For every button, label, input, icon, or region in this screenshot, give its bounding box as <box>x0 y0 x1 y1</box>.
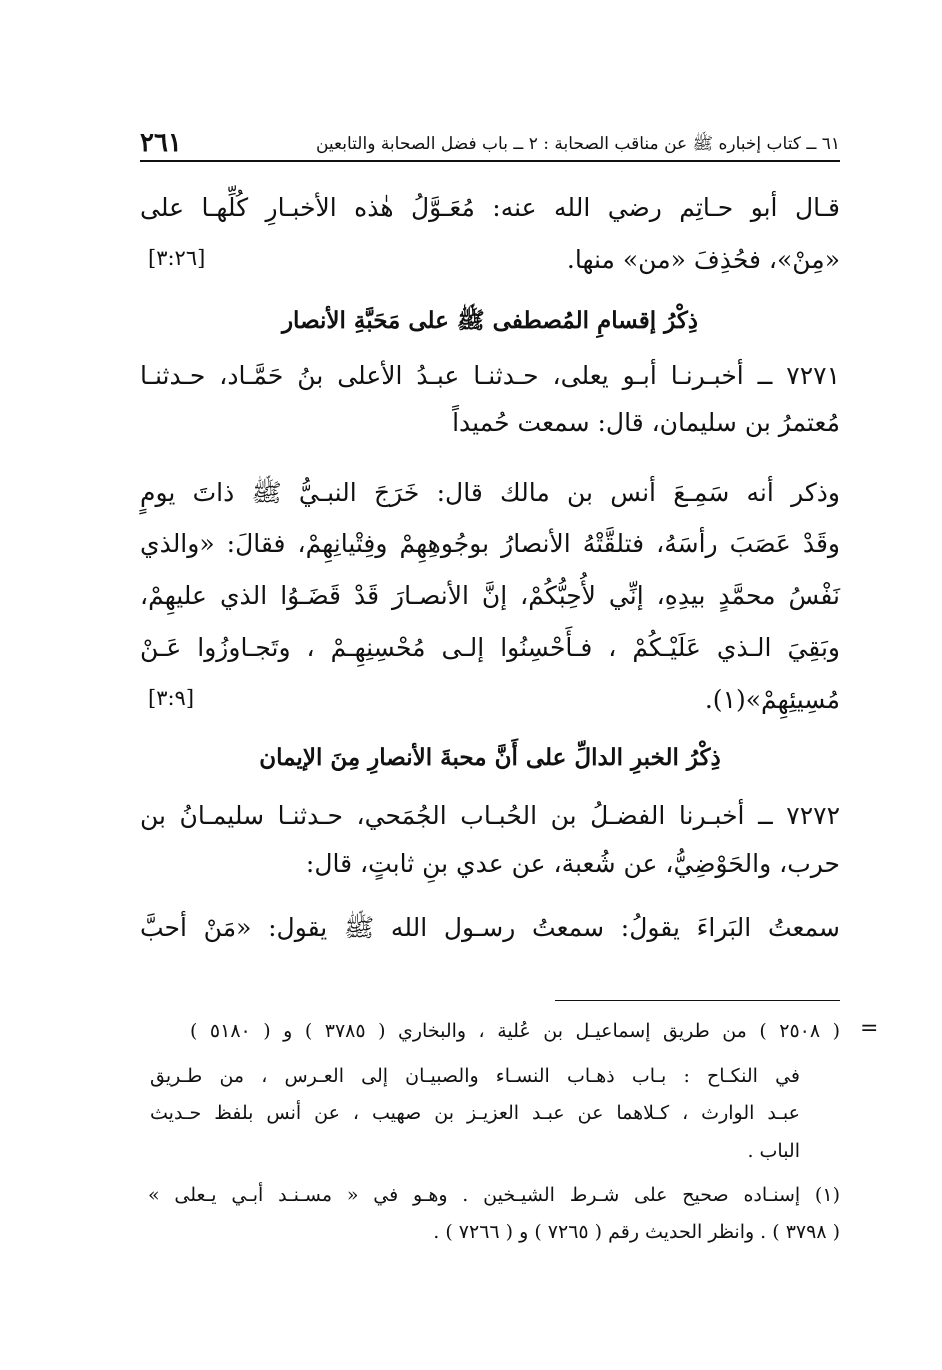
footnote-line: ( ٢٥٠٨ ) من طريق إسماعيـل بن عُلية ، والبخاري ( ٣٧٨٥ ) و ( ٥١٨٠ ) <box>190 1020 841 1042</box>
footnote-separator <box>555 1000 840 1001</box>
footnote-line: الباب . <box>747 1140 800 1162</box>
section-heading: ذِكْرُ الخبرِ الدالِّ على أَنَّ محبةَ الأنصارِ مِنَ الإيمان <box>259 744 721 771</box>
text-line: «مِنْ»، فحُذِفَ «من» منها. <box>566 245 840 274</box>
page-number: ٢٦١ <box>140 128 182 158</box>
text-line: ٧٢٧٢ ــ أخبـرنا الفضـلُ بن الحُبـاب الجُمَحي، حـدثنـا سليمـانُ بن <box>140 801 840 830</box>
text-line: وبَقِيَ الـذي عَلَيْـكُمْ ، فـأَحْسِنُوا إلـى مُحْسِنِهِـمْ ، وتَجـاوزُوا عَـنْ <box>140 633 840 662</box>
text-line: وقَدْ عَصَبَ رأسَهُ، فتلقَّتْهُ الأنصارُ بوجُوهِهِمْ وفِتْيانِهِمْ، فقالَ: «والذي <box>140 529 840 558</box>
text-line: مُسِيئِهِمْ»(١). <box>704 685 840 714</box>
text-line: حرب، والحَوْضِيُّ، عن شُعبة، عن عدي بنِ ثابتٍ، قال: <box>305 849 840 878</box>
text-line: وذكر أنه سَمِـعَ أنس بن مالك قال: خَرَجَ النبـيُّ ﷺ ذاتَ يومٍ <box>140 478 840 507</box>
text-line: قـال أبو حـاتِم رضي الله عنه: مُعَـوَّلُ هٰذه الأخبـارِ كُلِّهـا على <box>140 193 840 222</box>
section-heading: ذِكْرُ إقسامِ المُصطفى ﷺ على مَحَبَّةِ الأنصار <box>281 307 699 334</box>
text-line: ٧٢٧١ ــ أخبـرنـا أبـو يعلى، حـدثنـا عبـدُ الأعلى بنُ حَمَّـاد، حـدثنـا <box>140 361 840 390</box>
footnote-line: في النكـاح : بـاب ذهـاب النسـاء والصبيـان إلى العـرس ، من طـريق <box>150 1065 800 1087</box>
reference-mark: [٣:٩] <box>148 686 195 710</box>
page-header <box>140 118 840 158</box>
header-rule <box>140 160 840 162</box>
footnote-line: عبـد الوارث ، كـلاهما عن عبـد العزيـز بن صهيب ، عن أنس بلفظ حـديث <box>150 1102 800 1124</box>
text-line: مُعتمرُ بن سليمان، قال: سمعت حُميداً <box>452 408 840 437</box>
running-title: ٦١ ــ كتاب إخباره ﷺ عن مناقب الصحابة : ٢ ــ باب فضل الصحابة والتابعين <box>315 134 840 154</box>
footnote-line: ( ٣٧٩٨ ) . وانظر الحديث رقم ( ٧٢٦٥ ) و ( ٧٢٦٦ ) . <box>433 1221 840 1243</box>
continuation-mark: = <box>860 1016 879 1041</box>
footnote-line: (١) إسنـاده صحيح على شـرط الشيـخين . وهـو في « مسـنـد أبـي يـعلى » <box>148 1184 840 1206</box>
text-line: سمعتُ البَراءَ يقولُ: سمعتُ رسـول الله ﷺ يقول: «مَنْ أحبَّ <box>140 913 840 942</box>
text-line: نَفْسُ محمَّدٍ بيدِهِ، إنِّي لأُحِبُّكُمْ، إنَّ الأنصـارَ قَدْ قَضَـوُا الذي عليهِمْ، <box>140 581 840 610</box>
reference-mark: [٣:٢٦] <box>148 246 206 270</box>
